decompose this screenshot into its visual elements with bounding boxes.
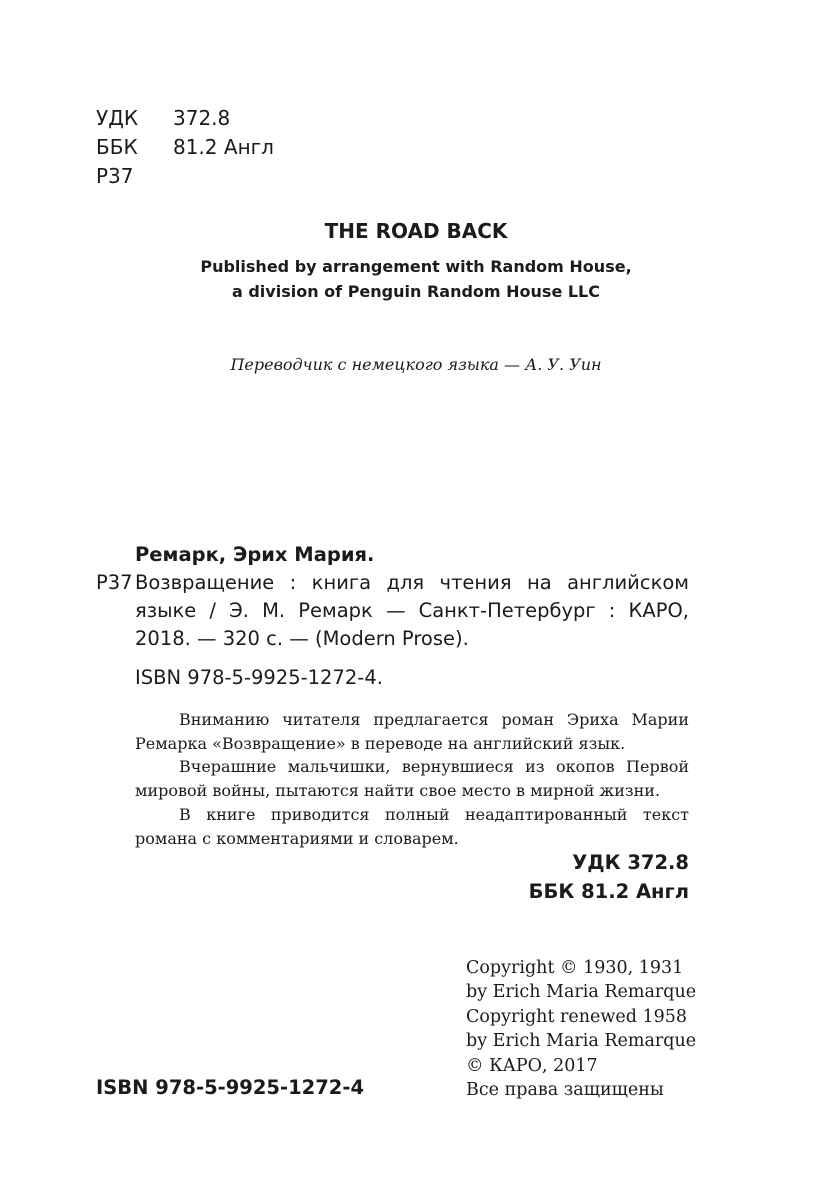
title-block	[96, 217, 736, 304]
isbn-main: ISBN 978-5-9925-1272-4	[96, 1076, 365, 1099]
annotation-paragraph: Вчерашние мальчишки, вернувшиеся из окопов Первой мировой войны, пытаются найти свое место в мирной жизни.	[135, 757, 689, 801]
publisher-line-1: Published by arrangement with Random House,	[200, 257, 632, 276]
classification-block	[96, 104, 274, 191]
copyright-line: Все права защищены	[466, 1080, 664, 1101]
record-author: Ремарк, Эрих Мария.	[135, 543, 375, 566]
copyright-line: Copyright renewed 1958	[466, 1006, 688, 1027]
annotation-paragraph: Вниманию читателя предлагается роман Эриха Марии Ремарка «Возвращение» в переводе на английский язык.	[135, 710, 689, 753]
bbk-label: ББК	[96, 135, 138, 159]
udk-code-bold: УДК 372.8	[572, 851, 689, 874]
classification-codes-right	[529, 848, 689, 906]
copyright-line: by Erich Maria Remarque	[466, 982, 697, 1003]
annotation	[135, 708, 689, 850]
copyright-line: Copyright © 1930, 1931	[466, 958, 684, 978]
udk-value: 372.8	[173, 106, 231, 130]
udk-label: УДК	[96, 106, 139, 130]
udk-row	[96, 104, 274, 133]
record-isbn: ISBN 978-5-9925-1272-4.	[135, 666, 383, 689]
bibliographic-record	[96, 541, 696, 692]
translator-credit: Переводчик с немецкого языка — А. У. Уин	[230, 355, 602, 374]
author-mark: Р37	[96, 164, 134, 188]
bbk-code-bold: ББК 81.2 Англ	[528, 880, 689, 903]
bbk-value: 81.2 Англ	[173, 135, 274, 159]
bbk-row	[96, 133, 274, 162]
record-code: Р37	[96, 571, 133, 594]
book-title: THE ROAD BACK	[324, 219, 508, 243]
publisher-line-2: a division of Penguin Random House LLC	[231, 282, 600, 301]
record-entry	[96, 569, 696, 653]
copyright-line: by Erich Maria Remarque	[466, 1031, 697, 1052]
copyright-block	[466, 956, 696, 1102]
record-description: Возвращение : книга для чтения на английском языке / Э. М. Ремарк — Санкт-Петербург : КАРО, 2018. — 320 с. — (Modern Prose).	[135, 571, 689, 650]
author-mark-row	[96, 162, 274, 191]
annotation-paragraph: В книге приводится полный неадаптированный текст романа с комментариями и словарем.	[135, 804, 689, 848]
copyright-line: © КАРО, 2017	[466, 1055, 598, 1076]
